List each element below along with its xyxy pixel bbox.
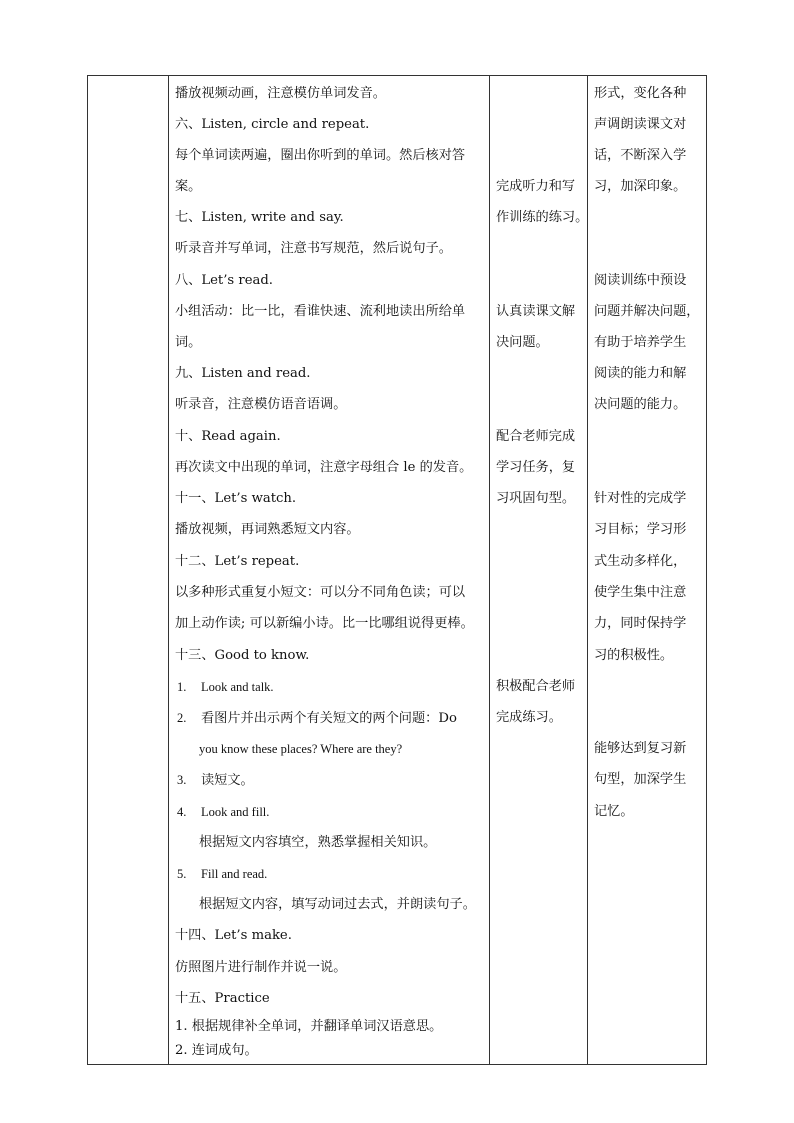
text-line: [175, 1042, 258, 1060]
lesson-plan-table: [87, 75, 707, 1065]
text-line: 针对性的完成学: [594, 491, 687, 506]
column-stage: [88, 76, 168, 1064]
column-design-intent: [588, 76, 707, 1064]
line-text: Fill and read.: [201, 867, 268, 881]
line-text: 十三、Good to know.: [175, 648, 310, 663]
text-line: 习目标；学习形: [594, 522, 687, 537]
text-line: [175, 85, 386, 103]
line-text: 加上动作读; 可以新编小诗。比一比哪组说得更棒。: [175, 616, 474, 631]
line-text: 根据短文内容，填写动词过去式，并朗读句子。: [199, 897, 476, 912]
text-line: [175, 771, 254, 790]
text-line: [175, 147, 465, 165]
text-line: [175, 272, 273, 290]
text-line: 决问题。: [496, 335, 549, 350]
text-line: [175, 428, 281, 446]
text-line: 句型，加深学生: [594, 772, 687, 787]
list-number: 1.: [177, 680, 187, 694]
list-number: 3.: [177, 773, 187, 787]
text-line: 认真读课文解: [496, 304, 576, 319]
text-line: 形式，变化各种: [594, 86, 687, 101]
text-line: [175, 678, 274, 697]
text-line: 习，加深印象。: [594, 179, 687, 194]
line-text: 六、Listen, circle and repeat.: [175, 117, 370, 132]
line-text: 十二、Let’s repeat.: [175, 554, 300, 569]
line-text: 十、Read again.: [175, 429, 281, 444]
line-text: 十四、Let’s make.: [175, 928, 292, 943]
list-number: 4.: [177, 805, 187, 819]
text-line: 有助于培养学生: [594, 335, 687, 350]
text-line: 阅读训练中预设: [594, 273, 687, 288]
list-number: 2.: [177, 711, 187, 725]
column-student-activities: [490, 76, 587, 1064]
text-line: [175, 396, 346, 414]
text-line: 问题并解决问题，: [594, 304, 700, 319]
text-line: [175, 116, 369, 134]
line-text: 词。: [175, 335, 202, 350]
text-line: [175, 178, 201, 196]
line-text: 读短文。: [201, 773, 254, 788]
line-text: 根据短文内容填空，熟悉掌握相关知识。: [199, 835, 437, 850]
line-text: you know these places? Where are they?: [199, 742, 403, 756]
text-line: [175, 553, 299, 571]
line-text: 仿照图片进行制作并说一说。: [175, 960, 347, 975]
text-line: [199, 834, 436, 852]
text-line: [175, 584, 465, 602]
line-text: 小组活动：比一比，看谁快速、流利地读出所给单: [175, 304, 466, 319]
text-line: [175, 334, 201, 352]
text-line: 习巩固句型。: [496, 491, 576, 506]
text-line: 决问题的能力。: [594, 397, 687, 412]
line-text: 以多种形式重复小短文：可以分不同角色读；可以: [175, 585, 466, 600]
text-line: [175, 1018, 442, 1036]
text-line: 声调朗读课文对: [594, 117, 687, 132]
text-line: [199, 740, 402, 759]
text-line: [175, 209, 344, 227]
text-line: [175, 490, 296, 508]
line-text: 每个单词读两遍，圈出你听到的单词。然后核对答: [175, 148, 466, 163]
text-line: [175, 615, 474, 633]
text-line: [175, 990, 270, 1008]
text-line: [175, 865, 267, 884]
line-text: 播放视频动画，注意模仿单词发音。: [175, 86, 386, 101]
line-text: Look and talk.: [201, 680, 274, 694]
text-line: 完成听力和写: [496, 179, 576, 194]
text-line: [175, 927, 292, 945]
text-line: 习的积极性。: [594, 648, 674, 663]
line-text: Look and fill.: [201, 805, 270, 819]
line-text: 八、Let’s read.: [175, 273, 273, 288]
line-text: 十一、Let’s watch.: [175, 491, 297, 506]
text-line: 使学生集中注意: [594, 585, 687, 600]
text-line: 阅读的能力和解: [594, 366, 687, 381]
text-line: 作训练的练习。: [496, 210, 589, 225]
text-line: [175, 521, 360, 539]
line-text: 再次读文中出现的单词，注意字母组合 le 的发音。: [175, 460, 473, 475]
text-line: [175, 240, 452, 258]
line-text: 听录音并写单词，注意书写规范，然后说句子。: [175, 241, 452, 256]
line-text: 七、Listen, write and say.: [175, 210, 344, 225]
text-line: [175, 459, 472, 477]
text-line: 完成练习。: [496, 710, 562, 725]
text-line: [175, 709, 457, 728]
line-text: 九、Listen and read.: [175, 366, 311, 381]
text-line: 力，同时保持学: [594, 616, 687, 631]
text-line: 配合老师完成: [496, 429, 576, 444]
text-line: [199, 896, 476, 914]
text-line: 话，不断深入学: [594, 148, 687, 163]
line-text: 看图片并出示两个有关短文的两个问题：Do: [201, 711, 457, 726]
text-line: 能够达到复习新: [594, 741, 687, 756]
text-line: 式生动多样化，: [594, 554, 687, 569]
line-text: 听录音，注意模仿语音语调。: [175, 397, 347, 412]
list-number: 5.: [177, 867, 187, 881]
column-teacher-activities: [169, 76, 489, 1064]
text-line: 积极配合老师: [496, 679, 576, 694]
text-line: [175, 959, 346, 977]
text-line: [175, 647, 309, 665]
line-text: 案。: [175, 179, 202, 194]
line-text: 十五、Practice: [175, 991, 270, 1006]
text-line: 记忆。: [594, 804, 634, 819]
text-line: [175, 365, 311, 383]
line-text: 1. 根据规律补全单词，并翻译单词汉语意思。: [175, 1019, 443, 1034]
text-line: 学习任务，复: [496, 460, 576, 475]
text-line: [175, 303, 465, 321]
line-text: 2. 连词成句。: [175, 1043, 258, 1058]
line-text: 播放视频，再词熟悉短文内容。: [175, 522, 360, 537]
text-line: [175, 803, 269, 822]
